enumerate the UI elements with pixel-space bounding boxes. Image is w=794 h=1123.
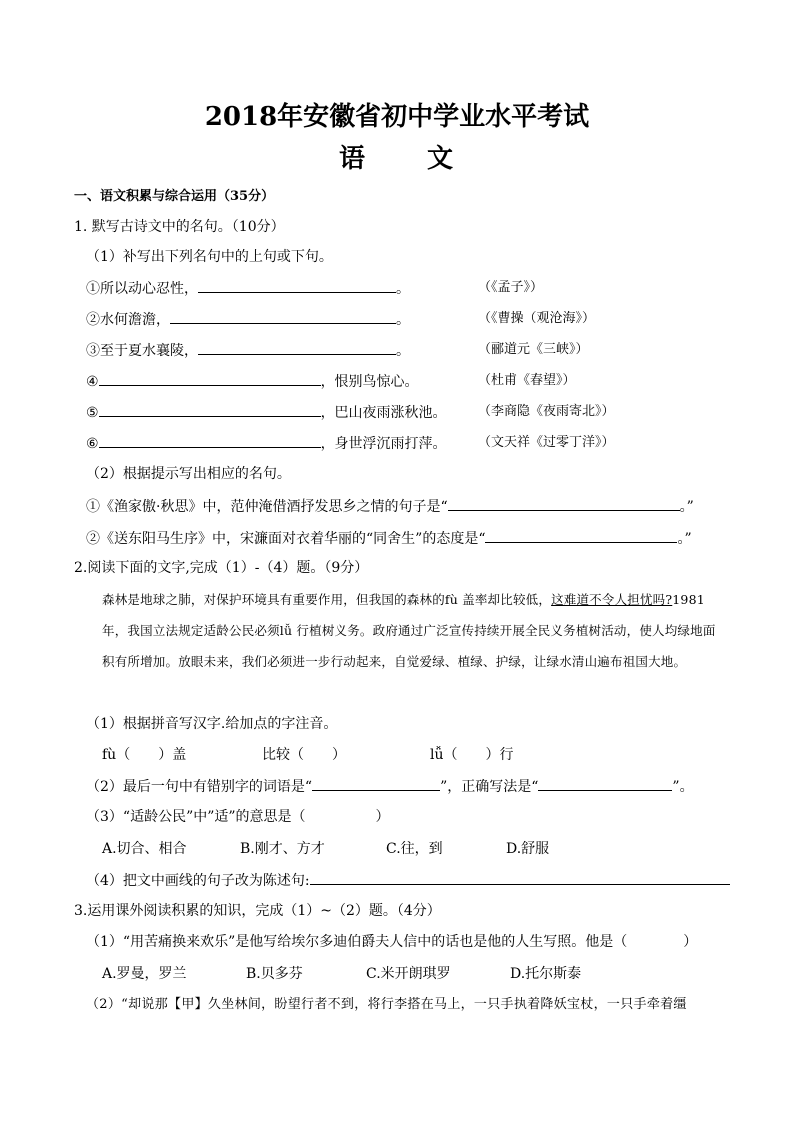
q1-item-3-source: （郦道元《三峡》） [478, 342, 589, 357]
q3-sub1-option-b[interactable]: B.贝多芬 [246, 966, 303, 982]
section-heading: 一、语文积累与综合运用（35分） [74, 189, 275, 204]
q2-passage: 森林是地球之肺，对保护环境具有重要作用，但我国的森林的fù 盖率却比较低，这难道不令人担忧吗?1981年，我国立法规定适龄公民必须lǚ 行植树义务。政府通过广泛宣传持续开展全民义务植树活动，使人均绿地面积有所增加。放眼未来，我们必须进一步行动起来，自觉爱绿、植绿、护绿，让绿水清山遍布祖国大地。 [102, 592, 716, 669]
answer-blank[interactable] [198, 278, 396, 293]
q1-item-2-source: （《曹操（观沧海》） [478, 311, 596, 326]
q3-sub1-option-d[interactable]: D.托尔斯泰 [510, 966, 582, 982]
q2-stem: 2.阅读下面的文字,完成（1）-（4）题。（9分） [74, 560, 369, 576]
q2-sub1: （1）根据拼音写汉字.给加点的字注音。 [86, 716, 338, 732]
q2-sub4: （4）把文中画线的句子改为陈述句: [86, 870, 730, 891]
q2-sub3: （3）“适龄公民”中”适”的意思是（ ） [86, 809, 390, 825]
q3-sub2: （2）“却说那【甲】久坐林间，盼望行者不到，将行李搭在马上，一只手执着降妖宝杖，一只手牵着缰 [86, 997, 687, 1012]
q2-sub3-option-c[interactable]: C.往，到 [386, 841, 443, 857]
q2-sub3-option-a[interactable]: A.切合、相合 [102, 841, 187, 857]
subject-char-1: 语 [338, 144, 367, 174]
q3-sub1-option-a[interactable]: A.罗曼，罗兰 [102, 966, 187, 982]
q1-item-5-source: （李商隐《夜雨寄北》） [478, 404, 615, 419]
q1-part2: （2）根据提示写出相应的名句。 [86, 466, 291, 482]
q2-sub3-option-b[interactable]: B.刚才、方才 [240, 841, 325, 857]
answer-blank[interactable] [310, 870, 730, 885]
q1-item-3: ③至于夏水襄陵， 。 [86, 340, 410, 361]
answer-blank[interactable] [485, 528, 677, 543]
pinyin-item-1: fù（ ）盖 [102, 747, 187, 763]
answer-blank[interactable] [198, 340, 396, 355]
answer-blank[interactable] [170, 309, 396, 324]
answer-blank[interactable] [99, 402, 321, 417]
q1-part2-b: ②《送东阳马生序》中，宋濂面对衣着华丽的“同舍生”的态度是“ 。” [86, 528, 692, 549]
answer-blank[interactable] [312, 776, 440, 791]
q1-item-1-source: （《孟子》） [478, 280, 544, 295]
q3-sub1-option-c[interactable]: C.米开朗琪罗 [366, 966, 451, 982]
pinyin-item-2: 比较（ ） [262, 747, 346, 763]
exam-title: 2018年安徽省初中学业水平考试 [204, 102, 590, 132]
q1-part1: （1）补写出下列名句中的上句或下句。 [86, 249, 333, 265]
q2-sub3-option-d[interactable]: D.舒服 [506, 841, 550, 857]
subject-char-2: 文 [427, 144, 456, 174]
q1-item-1: ①所以动心忍性， 。 [86, 278, 410, 299]
q3-sub1: （1）“用苦痛换来欢乐”是他写给埃尔多迪伯爵夫人信中的话也是他的人生写照。他是（ ） [86, 934, 698, 950]
q1-stem: 1. 默写古诗文中的名句。（10分） [74, 219, 285, 235]
q1-item-6: ⑥ ，身世浮沉雨打萍。 [86, 433, 447, 454]
answer-blank[interactable] [99, 433, 321, 448]
answer-blank[interactable] [99, 371, 321, 386]
underlined-sentence: 这难道不令人担忧吗? [551, 592, 673, 607]
answer-blank[interactable] [448, 496, 680, 511]
q1-item-2: ②水何澹澹， 。 [86, 309, 410, 330]
q1-item-4: ④ ，恨别鸟惊心。 [86, 371, 419, 392]
subject-title [0, 140, 794, 178]
q2-sub2: （2）最后一句中有错别字的词语是“ ”，正确写法是“ ”。 [86, 776, 694, 797]
q1-item-5: ⑤ ，巴山夜雨涨秋池。 [86, 402, 447, 423]
q1-item-6-source: （文天祥《过零丁洋》） [478, 435, 615, 450]
q1-part2-a: ①《渔家傲·秋思》中，范仲淹借酒抒发思乡之情的句子是“ 。” [86, 496, 694, 517]
q1-item-4-source: （杜甫《春望》） [478, 373, 576, 388]
answer-blank[interactable] [538, 776, 672, 791]
pinyin-item-3: lǚ（ ）行 [430, 747, 514, 763]
q3-stem: 3.运用课外阅读积累的知识，完成（1）~（2）题。（4分） [74, 903, 441, 919]
